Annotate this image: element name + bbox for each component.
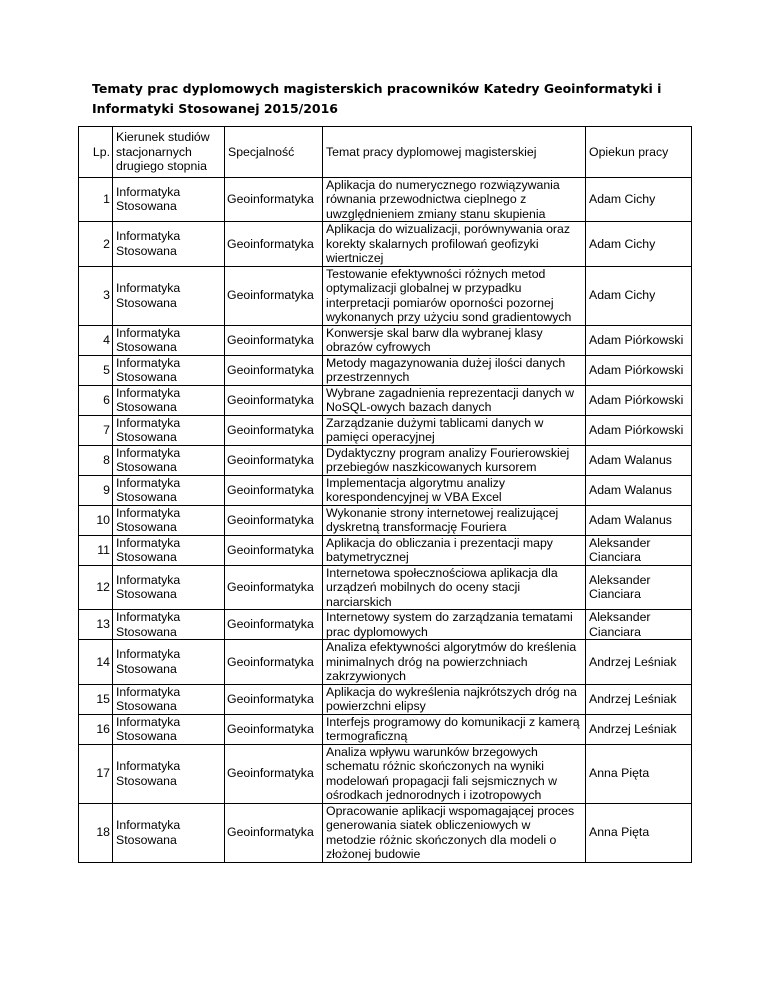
row-specjalnosc: Geoinformatyka: [225, 266, 323, 325]
row-specjalnosc: Geoinformatyka: [225, 610, 323, 640]
row-kierunek: Informatyka Stosowana: [113, 266, 225, 325]
row-temat: Analiza efektywności algorytmów do kreślenia minimalnych dróg na powierzchniach zakrzywionych: [323, 640, 586, 685]
row-opiekun: Adam Cichy: [586, 222, 692, 267]
row-opiekun: Andrzej Leśniak: [586, 684, 692, 714]
table-row: [79, 355, 692, 385]
row-temat: Internetowy system do zarządzania tematami prac dyplomowych: [323, 610, 586, 640]
header-specjalnosc: Specjalność: [225, 127, 323, 178]
table-row: [79, 714, 692, 744]
row-specjalnosc: Geoinformatyka: [225, 415, 323, 445]
row-kierunek: Informatyka Stosowana: [113, 640, 225, 685]
row-kierunek: Informatyka Stosowana: [113, 355, 225, 385]
row-kierunek: Informatyka Stosowana: [113, 415, 225, 445]
row-lp: 5: [79, 355, 113, 385]
header-lp: Lp.: [79, 127, 113, 178]
table-row: [79, 325, 692, 355]
row-specjalnosc: Geoinformatyka: [225, 565, 323, 610]
row-opiekun: Adam Cichy: [586, 266, 692, 325]
table-row: [79, 445, 692, 475]
header-opiekun: Opiekun pracy: [586, 127, 692, 178]
row-specjalnosc: Geoinformatyka: [225, 222, 323, 267]
row-specjalnosc: Geoinformatyka: [225, 325, 323, 355]
row-opiekun: Anna Pięta: [586, 744, 692, 803]
row-opiekun: Adam Piórkowski: [586, 355, 692, 385]
row-temat: Aplikacja do wykreślenia najkrótszych dróg na powierzchni elipsy: [323, 684, 586, 714]
row-kierunek: Informatyka Stosowana: [113, 610, 225, 640]
row-lp: 7: [79, 415, 113, 445]
row-lp: 13: [79, 610, 113, 640]
table-row: [79, 744, 692, 803]
row-lp: 2: [79, 222, 113, 267]
row-specjalnosc: Geoinformatyka: [225, 475, 323, 505]
row-specjalnosc: Geoinformatyka: [225, 445, 323, 475]
row-temat: Metody magazynowania dużej ilości danych przestrzennych: [323, 355, 586, 385]
page-title: Tematy prac dyplomowych magisterskich pracowników Katedry Geoinformatyki i Informatyki Stosowanej 2015/2016: [92, 81, 662, 116]
row-specjalnosc: Geoinformatyka: [225, 744, 323, 803]
table-row: [79, 565, 692, 610]
row-kierunek: Informatyka Stosowana: [113, 714, 225, 744]
row-kierunek: Informatyka Stosowana: [113, 505, 225, 535]
row-lp: 4: [79, 325, 113, 355]
table-row: [79, 475, 692, 505]
row-kierunek: Informatyka Stosowana: [113, 222, 225, 267]
topics-table: [78, 126, 692, 863]
row-kierunek: Informatyka Stosowana: [113, 325, 225, 355]
table-row: [79, 415, 692, 445]
row-lp: 16: [79, 714, 113, 744]
row-lp: 9: [79, 475, 113, 505]
row-temat: Dydaktyczny program analizy Fourierowskiej przebiegów naszkicowanych kursorem: [323, 445, 586, 475]
row-lp: 1: [79, 177, 113, 222]
row-specjalnosc: Geoinformatyka: [225, 177, 323, 222]
row-temat: Implementacja algorytmu analizy korespondencyjnej w VBA Excel: [323, 475, 586, 505]
row-kierunek: Informatyka Stosowana: [113, 535, 225, 565]
table-row: [79, 640, 692, 685]
row-temat: Interfejs programowy do komunikacji z kamerą termograficzną: [323, 714, 586, 744]
table-row: [79, 535, 692, 565]
row-kierunek: Informatyka Stosowana: [113, 684, 225, 714]
row-lp: 6: [79, 385, 113, 415]
row-opiekun: Adam Piórkowski: [586, 415, 692, 445]
row-temat: Opracowanie aplikacji wspomagającej proces generowania siatek obliczeniowych w metodzie różnic skończonych dla modeli o złożonej budowie: [323, 803, 586, 862]
row-opiekun: Aleksander Cianciara: [586, 565, 692, 610]
row-kierunek: Informatyka Stosowana: [113, 385, 225, 415]
row-specjalnosc: Geoinformatyka: [225, 684, 323, 714]
row-opiekun: Andrzej Leśniak: [586, 714, 692, 744]
table-row: [79, 385, 692, 415]
row-temat: Analiza wpływu warunków brzegowych schematu różnic skończonych na wyniki modelowań propagacji fali sejsmicznych w ośrodkach jednorodnych i izotropowych: [323, 744, 586, 803]
row-lp: 15: [79, 684, 113, 714]
row-temat: Wykonanie strony internetowej realizującej dyskretną transformację Fouriera: [323, 505, 586, 535]
row-temat: Aplikacja do obliczania i prezentacji mapy batymetrycznej: [323, 535, 586, 565]
row-opiekun: Adam Piórkowski: [586, 385, 692, 415]
row-kierunek: Informatyka Stosowana: [113, 744, 225, 803]
table-row: [79, 505, 692, 535]
row-opiekun: Aleksander Cianciara: [586, 610, 692, 640]
row-lp: 3: [79, 266, 113, 325]
row-kierunek: Informatyka Stosowana: [113, 475, 225, 505]
row-specjalnosc: Geoinformatyka: [225, 385, 323, 415]
row-temat: Zarządzanie dużymi tablicami danych w pamięci operacyjnej: [323, 415, 586, 445]
row-specjalnosc: Geoinformatyka: [225, 355, 323, 385]
row-temat: Testowanie efektywności różnych metod optymalizacji globalnej w przypadku interpretacji pomiarów oporności pozornej wykonanych przy użyciu sond gradientowych: [323, 266, 586, 325]
row-lp: 10: [79, 505, 113, 535]
row-temat: Internetowa społecznościowa aplikacja dla urządzeń mobilnych do oceny stacji narciarskich: [323, 565, 586, 610]
row-lp: 11: [79, 535, 113, 565]
row-opiekun: Adam Walanus: [586, 475, 692, 505]
row-specjalnosc: Geoinformatyka: [225, 714, 323, 744]
row-opiekun: Adam Cichy: [586, 177, 692, 222]
table-row: [79, 266, 692, 325]
row-opiekun: Adam Walanus: [586, 505, 692, 535]
row-lp: 18: [79, 803, 113, 862]
row-kierunek: Informatyka Stosowana: [113, 445, 225, 475]
row-opiekun: Aleksander Cianciara: [586, 535, 692, 565]
header-kierunek: Kierunek studiów stacjonarnych drugiego stopnia: [113, 127, 225, 178]
row-temat: Konwersje skal barw dla wybranej klasy obrazów cyfrowych: [323, 325, 586, 355]
table-row: [79, 177, 692, 222]
row-kierunek: Informatyka Stosowana: [113, 565, 225, 610]
row-temat: Aplikacja do numerycznego rozwiązywania równania przewodnictwa cieplnego z uwzględnieniem zmiany stanu skupienia: [323, 177, 586, 222]
row-lp: 14: [79, 640, 113, 685]
row-specjalnosc: Geoinformatyka: [225, 803, 323, 862]
row-opiekun: Adam Walanus: [586, 445, 692, 475]
row-specjalnosc: Geoinformatyka: [225, 640, 323, 685]
row-lp: 8: [79, 445, 113, 475]
row-temat: Aplikacja do wizualizacji, porównywania oraz korekty skalarnych profilowań geofizyki wiertniczej: [323, 222, 586, 267]
row-opiekun: Andrzej Leśniak: [586, 640, 692, 685]
row-specjalnosc: Geoinformatyka: [225, 535, 323, 565]
row-lp: 12: [79, 565, 113, 610]
row-opiekun: Anna Pięta: [586, 803, 692, 862]
row-kierunek: Informatyka Stosowana: [113, 177, 225, 222]
row-kierunek: Informatyka Stosowana: [113, 803, 225, 862]
table-row: [79, 610, 692, 640]
table-row: [79, 803, 692, 862]
row-specjalnosc: Geoinformatyka: [225, 505, 323, 535]
table-row: [79, 684, 692, 714]
header-temat: Temat pracy dyplomowej magisterskiej: [323, 127, 586, 178]
row-temat: Wybrane zagadnienia reprezentacji danych w NoSQL-owych bazach danych: [323, 385, 586, 415]
table-header-row: [79, 127, 692, 178]
row-opiekun: Adam Piórkowski: [586, 325, 692, 355]
row-lp: 17: [79, 744, 113, 803]
table-row: [79, 222, 692, 267]
